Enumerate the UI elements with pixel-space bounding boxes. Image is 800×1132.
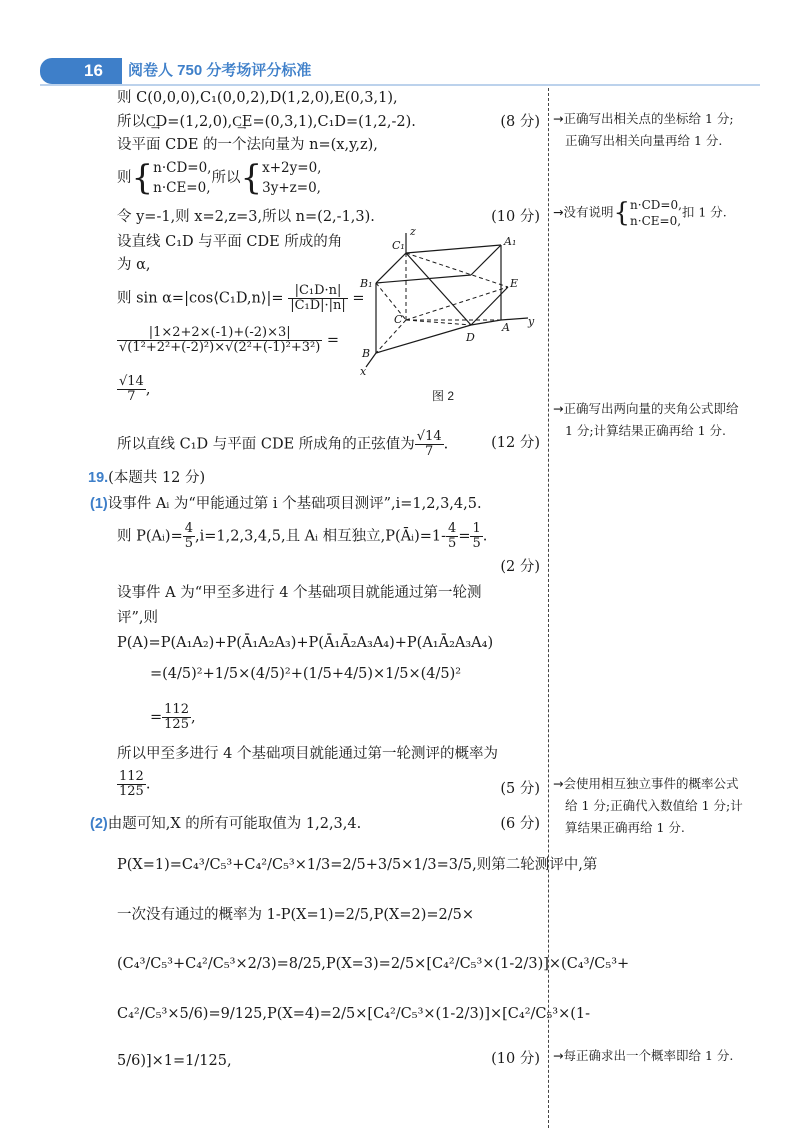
q19-p2-text1: 由题可知,X 的所有可能取值为 1,2,3,4. [107, 816, 362, 832]
frac-1-5-den: 5 [472, 536, 481, 551]
sin-calc-num: |1×2+2×(-1)+(-2)×3| [117, 326, 322, 341]
prism-figure [356, 225, 546, 385]
q19-p1-line9 [117, 770, 150, 799]
label-d: D [466, 331, 475, 344]
sin-calc [117, 326, 339, 355]
score-2: (2 分) [500, 559, 540, 575]
q19-part2-number: (2) [90, 816, 108, 832]
sin-result-comma: , [145, 381, 151, 398]
frac-125-den: 125 [164, 717, 189, 732]
conclusion-frac [415, 430, 444, 459]
q19-p2-line5: C₄²/C₅³×5/6)=9/125,P(X=4)=2/5×[C₄²/C₅³×(1-2/3)]×[C₄²/C₅³×(1- [117, 1006, 591, 1022]
note-angle [553, 398, 763, 442]
frac-4-5 [183, 522, 195, 551]
q19-title [88, 469, 205, 487]
q19-p1-text1: 设事件 Aᵢ 为“甲能通过第 i 个基础项目测评”,i=1,2,3,4,5. [107, 496, 482, 512]
eq-y-z: 3y+z=0, [262, 180, 321, 196]
sin-formula-frac [288, 284, 348, 313]
note-each-a: 每正确求出一个概率即给 1 分. [563, 1048, 734, 1063]
arrow-icon: → [553, 111, 564, 126]
figure-caption: 图 2 [432, 389, 455, 403]
sin-result [117, 375, 150, 404]
header-band [40, 58, 122, 84]
vector-line: 所以C͢D=(1,2,0),C͢E=(0,3,1),C₁D=(1,2,-2). [117, 114, 416, 130]
label-a1: A₁ [504, 235, 517, 248]
frac-112-125-b [117, 770, 146, 799]
page-header-title: 阅卷人 750 分考场评分标准 [128, 62, 312, 79]
eq-x-y: x+2y=0, [262, 160, 322, 176]
q19-p1-l7-eq: = [150, 709, 163, 726]
q19-p1-line2 [117, 522, 487, 551]
sin-result-den: 7 [127, 389, 136, 404]
edge-b1-top [376, 275, 471, 283]
then-text: 则 [117, 170, 132, 186]
label-c: C [394, 313, 403, 326]
note-coords [553, 108, 763, 152]
left-brace: { [131, 158, 154, 198]
q19-p1-line7 [150, 703, 196, 732]
label-b1: B₁ [360, 277, 373, 290]
q19-part1-number: (1) [90, 496, 108, 512]
label-e: E [510, 277, 519, 290]
alpha-line: 为 α, [117, 257, 151, 273]
sin-calc-frac [117, 326, 322, 355]
angle-line: 设直线 C₁D 与平面 CDE 所成的角 [117, 234, 343, 250]
frac-4-5-num: 4 [184, 521, 193, 536]
q19-p1-line6: =(4/5)²+1/5×(4/5)²+(1/5+4/5)×1/5×(4/5)² [150, 666, 462, 682]
solve-line: 令 y=-1,则 x=2,z=3,所以 n=(2,-1,3). [117, 209, 375, 225]
note-system-c: n·CE=0, [630, 214, 682, 228]
label-x: x [360, 365, 367, 378]
suoyi-text: 所以 [211, 170, 241, 186]
note-probability [553, 773, 763, 839]
note-each [553, 1045, 763, 1067]
note-angle-b: 1 分;计算结果正确再给 1 分. [565, 423, 727, 438]
q19-p1-l2d: . [482, 528, 488, 545]
conclusion-line [117, 430, 448, 459]
note-brace: { [613, 198, 631, 228]
frac-4-5-den: 5 [184, 536, 193, 551]
edge-c1-d [406, 253, 471, 325]
q19-number: 19. [88, 470, 109, 486]
note-coords-b: 正确写出相关向量再给 1 分. [565, 133, 723, 148]
conclusion-text: 所以直线 C₁D 与平面 CDE 所成角的正弦值为 [117, 436, 415, 453]
sin-frac-den: |C₁D|·|n| [290, 298, 346, 313]
frac-112-num: 112 [164, 702, 189, 717]
frac-112-125 [162, 703, 191, 732]
edge-c1-a1 [406, 245, 501, 253]
q19-p2-line1 [90, 815, 361, 833]
eq-n-cd: n·CD=0, [153, 160, 212, 176]
arrow-icon: → [553, 401, 564, 416]
q19-points: (本题共 12 分) [108, 470, 206, 486]
q19-p1-l7-comma: , [190, 709, 196, 726]
edge-a1-b1side [471, 245, 501, 275]
note-system [553, 196, 763, 230]
score-12: (12 分) [491, 435, 540, 451]
label-z: z [410, 225, 416, 238]
note-coords-a: 正确写出相关点的坐标给 1 分; [563, 111, 734, 126]
q19-p1-line5: P(A)=P(A₁A₂)+P(Ā₁A₂A₃)+P(Ā₁Ā₂A₃A₄)+P(A₁Ā₂A₃A₄) [117, 635, 494, 651]
edge-c-d-hidden [406, 320, 471, 325]
label-y: y [528, 315, 535, 328]
sin-frac-num: |C₁D·n| [288, 284, 348, 299]
frac-4-5-b [446, 522, 458, 551]
q19-p1-l2b: ,i=1,2,3,4,5,且 Aᵢ 相互独立,P(Āᵢ)=1- [195, 528, 447, 545]
left-brace-2: { [240, 158, 263, 198]
label-b: B [362, 347, 371, 360]
axis-y [501, 318, 528, 320]
q19-p1-line1 [90, 495, 482, 513]
sin-calc-den: √(1²+2²+(-2)²)×√(2²+(-1)²+3²) [119, 340, 321, 355]
conclusion-den: 7 [425, 444, 434, 459]
frac-4-5-b-den: 5 [448, 536, 457, 551]
note-prob-b: 给 1 分;正确代入数值给 1 分;计 [565, 798, 743, 813]
page-number: 16 [84, 61, 103, 80]
arrow-icon: → [553, 1048, 564, 1063]
label-c1: C₁ [392, 239, 405, 252]
q19-p2-line3: 一次没有通过的概率为 1-P(X=1)=2/5,P(X=2)=2/5× [117, 907, 474, 923]
frac-125-b-den: 125 [119, 784, 144, 799]
score-5: (5 分) [500, 781, 540, 797]
normal-vector-line: 设平面 CDE 的一个法向量为 n=(x,y,z), [117, 137, 378, 153]
eq-n-ce: n·CE=0, [153, 180, 211, 196]
note-system-b: n·CD=0, [630, 198, 682, 212]
score-6: (6 分) [500, 816, 540, 832]
score-8: (8 分) [500, 114, 540, 130]
conclusion-dot: . [443, 436, 449, 453]
score-10: (10 分) [491, 209, 540, 225]
q19-p1-line3: 设事件 A 为“甲至多进行 4 个基础项目就能通过第一轮测 [117, 585, 482, 601]
sin-result-num: √14 [119, 374, 144, 389]
edge-c1-b1 [376, 253, 406, 283]
note-angle-a: 正确写出两向量的夹角公式即给 [563, 401, 739, 416]
q19-p2-line2: P(X=1)=C₄³/C₅³+C₄²/C₅³×1/3=2/5+3/5×1/3=3/5,则第二轮测评中,第 [117, 857, 598, 873]
arrow-icon: → [553, 776, 564, 791]
header-rule [40, 84, 760, 86]
note-prob-a: 会使用相互独立事件的概率公式 [563, 776, 739, 791]
q19-p2-line4: (C₄³/C₅³+C₄²/C₅³×2/3)=8/25,P(X=3)=2/5×[C₄²/C₅³×(1-2/3)]×(C₄³/C₅³+ [117, 956, 630, 972]
arrow-icon: → [553, 204, 564, 220]
edge-b-d [376, 325, 471, 353]
frac-1-5 [470, 522, 482, 551]
frac-4-5-b-num: 4 [448, 521, 457, 536]
q19-p1-line8: 所以甲至多进行 4 个基础项目就能通过第一轮测评的概率为 [117, 746, 498, 762]
frac-1-5-num: 1 [472, 521, 481, 536]
sin-formula [117, 284, 365, 313]
note-system-d: 扣 1 分. [681, 204, 727, 220]
q19-p2-line6: 5/6)]×1=1/125, [117, 1053, 232, 1069]
score-10b: (10 分) [491, 1051, 540, 1067]
sin-calc-eq: = [326, 332, 340, 349]
conclusion-num: √14 [416, 429, 442, 444]
label-a: A [502, 321, 510, 334]
q19-p1-line4: 评”,则 [117, 610, 159, 626]
q19-p1-l2a: 则 P(Aᵢ)= [117, 528, 183, 545]
q19-p1-l9-dot: . [145, 776, 151, 793]
q19-p1-l2c: = [458, 528, 471, 545]
sin-result-frac [117, 375, 146, 404]
sin-formula-eq: = [352, 290, 365, 307]
sin-formula-lhs: 则 sin α=|cos⟨C₁D,n⟩|= [117, 290, 284, 307]
system-equations [117, 158, 321, 198]
note-system-a: 没有说明 [563, 204, 614, 220]
note-prob-c: 算结果正确再给 1 分. [565, 820, 685, 835]
frac-112-b-num: 112 [119, 769, 144, 784]
coord-line: 则 C(0,0,0),C₁(0,0,2),D(1,2,0),E(0,3,1), [117, 90, 398, 106]
